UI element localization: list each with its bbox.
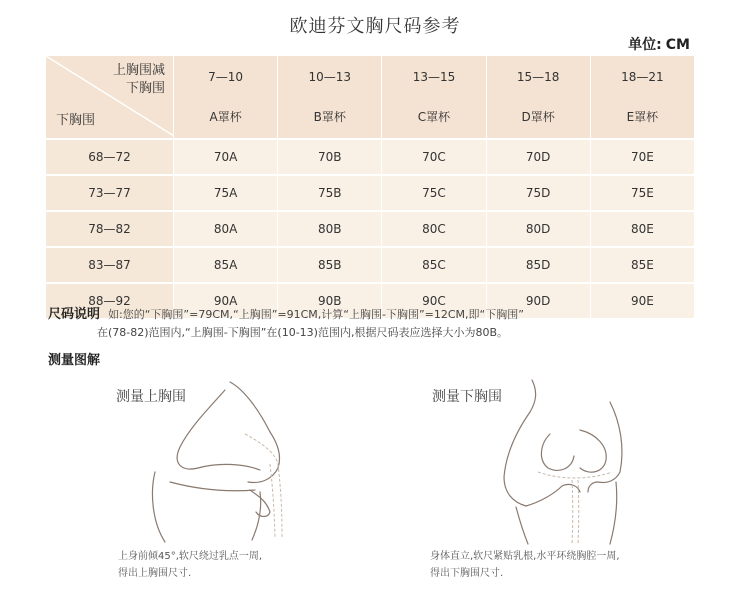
size-cell: 75C — [382, 175, 486, 211]
table-row — [46, 247, 695, 283]
size-cell: 80E — [590, 211, 694, 247]
explanation-label: 尺码说明 — [48, 307, 101, 322]
size-cell: 75B — [278, 175, 382, 211]
size-cell: 75E — [590, 175, 694, 211]
upper-bust-caption-line1: 上身前倾45°,软尺绕过乳点一周, — [118, 551, 263, 562]
column-cup: D罩杯 — [521, 109, 555, 124]
explanation-line1: 如:您的“下胸围”=79CM,“上胸围”=91CM,计算“上胸围-下胸围”=12CM,即“下胸围” — [108, 308, 524, 321]
band-cell: 73—77 — [46, 175, 174, 211]
size-cell: 80B — [278, 211, 382, 247]
size-cell: 75A — [174, 175, 278, 211]
size-cell: 90C — [382, 283, 486, 319]
size-cell: 85E — [590, 247, 694, 283]
column-range: 10—13 — [308, 69, 352, 84]
unit-label-text: 单位: — [628, 37, 662, 53]
upper-bust-caption-line2: 得出上胸围尺寸. — [118, 568, 192, 579]
under-bust-caption — [430, 548, 620, 582]
column-range: 15—18 — [516, 69, 560, 84]
unit-value: CM — [665, 37, 690, 53]
size-cell: 70D — [486, 139, 590, 175]
column-header — [590, 56, 694, 140]
size-explanation — [48, 304, 524, 325]
column-cup: B罩杯 — [313, 109, 346, 124]
size-cell: 90A — [174, 283, 278, 319]
band-cell: 68—72 — [46, 139, 174, 175]
upper-bust-figure — [110, 372, 410, 562]
corner-upper-label — [113, 62, 165, 98]
corner-upper-line2: 下胸围 — [125, 81, 165, 96]
column-header — [486, 56, 590, 140]
table-row — [46, 175, 695, 211]
explanation-line2: 在(78-82)范围内,“上胸围-下胸围”在(10-13)范围内,根据尺码表应选择大小为80B。 — [97, 326, 508, 339]
page-title: 欧迪芬文胸尺码参考 — [289, 16, 461, 37]
size-cell: 85D — [486, 247, 590, 283]
size-cell: 85C — [382, 247, 486, 283]
under-bust-title: 测量下胸围 — [432, 389, 502, 405]
column-header — [382, 56, 486, 140]
size-table — [45, 55, 695, 319]
column-range: 7—10 — [208, 69, 244, 84]
band-cell: 78—82 — [46, 211, 174, 247]
size-cell: 80A — [174, 211, 278, 247]
size-cell: 90D — [486, 283, 590, 319]
unit-label — [628, 34, 690, 54]
size-cell: 75D — [486, 175, 590, 211]
under-bust-figure — [420, 372, 720, 562]
size-cell: 70C — [382, 139, 486, 175]
diagram-heading: 测量图解 — [48, 353, 101, 368]
under-bust-caption-line2: 得出下胸围尺寸. — [430, 568, 504, 579]
band-cell: 83—87 — [46, 247, 174, 283]
under-bust-caption-line1: 身体直立,软尺紧贴乳根,水平环绕胸腔一周, — [430, 551, 620, 562]
size-cell: 70E — [590, 139, 694, 175]
size-cell: 80C — [382, 211, 486, 247]
size-cell: 70A — [174, 139, 278, 175]
table-row — [46, 211, 695, 247]
band-cell: 88—92 — [46, 283, 174, 319]
corner-upper-line1: 上胸围减 — [112, 63, 165, 78]
column-range: 18—21 — [621, 69, 664, 84]
size-cell: 85B — [278, 247, 382, 283]
column-header — [278, 56, 382, 140]
size-cell: 70B — [278, 139, 382, 175]
size-cell: 90E — [590, 283, 694, 319]
column-header — [174, 56, 278, 140]
upper-bust-caption — [118, 548, 262, 582]
size-cell: 85A — [174, 247, 278, 283]
column-cup: E罩杯 — [626, 109, 659, 124]
corner-header — [46, 56, 174, 140]
size-cell: 80D — [486, 211, 590, 247]
table-header-row — [46, 56, 695, 140]
upper-bust-title: 测量上胸围 — [116, 389, 186, 405]
column-range: 13—15 — [412, 69, 456, 84]
column-cup: A罩杯 — [209, 109, 242, 124]
corner-lower-label: 下胸围 — [56, 113, 96, 128]
table-row — [46, 139, 695, 175]
size-cell: 90B — [278, 283, 382, 319]
column-cup: C罩杯 — [417, 109, 451, 124]
